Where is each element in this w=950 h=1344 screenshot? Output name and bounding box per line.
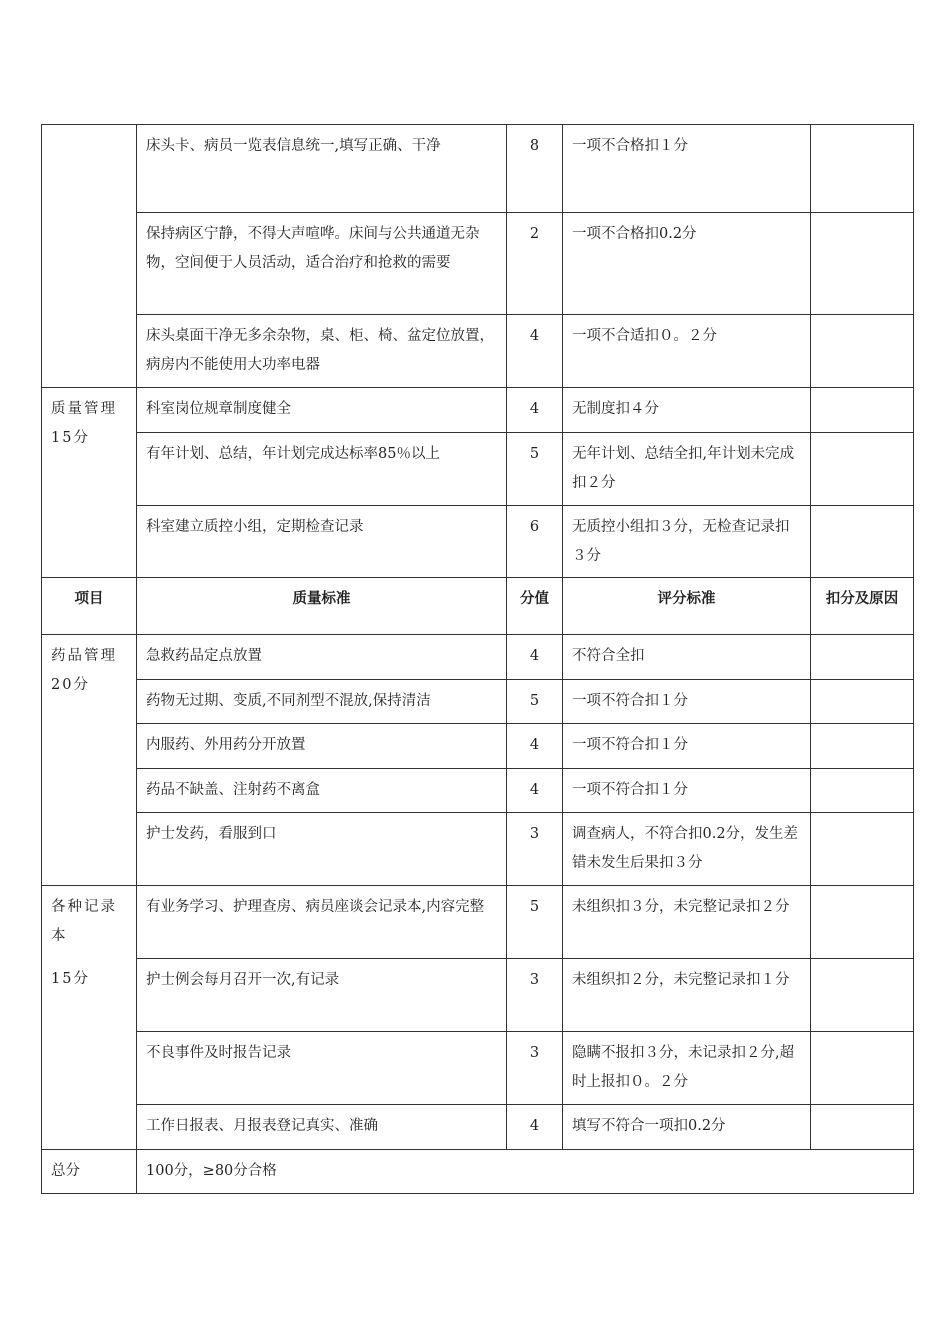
score-cell: 2: [507, 213, 563, 315]
deduct-cell[interactable]: [811, 1032, 914, 1105]
item-records-label: 各种记录本: [51, 899, 117, 944]
standard-cell: 不良事件及时报告记录: [137, 1032, 507, 1105]
table-header-row: [42, 578, 914, 635]
deduct-cell[interactable]: [811, 506, 914, 578]
score-cell: 4: [507, 1105, 563, 1150]
item-drug-management: 药品管理20分: [42, 635, 137, 886]
score-cell: 4: [507, 388, 563, 433]
rule-cell: 一项不符合扣１分: [563, 680, 811, 724]
table-row: [42, 1105, 914, 1150]
quality-standards-table: [41, 124, 914, 1194]
deduct-cell[interactable]: [811, 213, 914, 315]
standard-cell: 床头桌面干净无多余杂物，桌、柜、椅、盆定位放置，病房内不能使用大功率电器: [137, 315, 507, 388]
rule-cell: 一项不合格扣１分: [563, 125, 811, 213]
table-row: [42, 635, 914, 680]
header-item: 项目: [42, 578, 137, 635]
standard-cell: 药品不缺盖、注射药不离盒: [137, 769, 507, 813]
table-row: [42, 433, 914, 506]
table-row: [42, 506, 914, 578]
standard-cell: 科室岗位规章制度健全: [137, 388, 507, 433]
header-score: 分值: [507, 578, 563, 635]
score-cell: 4: [507, 769, 563, 813]
deduct-cell[interactable]: [811, 125, 914, 213]
standard-cell: 内服药、外用药分开放置: [137, 724, 507, 769]
table-row: [42, 125, 914, 213]
deduct-cell[interactable]: [811, 769, 914, 813]
standard-cell: 药物无过期、变质,不同剂型不混放,保持清洁: [137, 680, 507, 724]
standard-cell: 工作日报表、月报表登记真实、准确: [137, 1105, 507, 1150]
deduct-cell[interactable]: [811, 813, 914, 886]
deduct-cell[interactable]: [811, 680, 914, 724]
rule-cell: 未组织扣２分，未完整记录扣１分: [563, 959, 811, 1032]
standard-cell: 床头卡、病员一览表信息统一,填写正确、干净: [137, 125, 507, 213]
deduct-cell[interactable]: [811, 315, 914, 388]
header-deduct: 扣分及原因: [811, 578, 914, 635]
standard-cell: 保持病区宁静，不得大声喧哗。床间与公共通道无杂物，空间便于人员活动，适合治疗和抢救的需要: [137, 213, 507, 315]
score-cell: 4: [507, 315, 563, 388]
table-row: [42, 315, 914, 388]
item-cell-empty: [42, 125, 137, 388]
score-cell: 5: [507, 680, 563, 724]
score-cell: 3: [507, 1032, 563, 1105]
deduct-cell[interactable]: [811, 724, 914, 769]
table-row: [42, 813, 914, 886]
score-cell: 5: [507, 886, 563, 959]
total-label: 总分: [42, 1150, 137, 1194]
header-rule: 评分标准: [563, 578, 811, 635]
standard-cell: 急救药品定点放置: [137, 635, 507, 680]
deduct-cell[interactable]: [811, 1105, 914, 1150]
deduct-cell[interactable]: [811, 433, 914, 506]
rule-cell: 填写不符合一项扣0.2分: [563, 1105, 811, 1150]
deduct-cell[interactable]: [811, 959, 914, 1032]
rule-cell: 未组织扣３分，未完整记录扣２分: [563, 886, 811, 959]
standard-cell: 有业务学习、护理查房、病员座谈会记录本,内容完整: [137, 886, 507, 959]
standard-cell: 有年计划、总结，年计划完成达标率85％以上: [137, 433, 507, 506]
table-row: [42, 680, 914, 724]
item-records-points: 15分: [51, 971, 90, 987]
standard-cell: 护士发药，看服到口: [137, 813, 507, 886]
score-cell: 4: [507, 635, 563, 680]
rule-cell: 一项不符合扣１分: [563, 769, 811, 813]
table-row: [42, 1032, 914, 1105]
score-cell: 4: [507, 724, 563, 769]
score-cell: 3: [507, 813, 563, 886]
total-row: [42, 1150, 914, 1194]
deduct-cell[interactable]: [811, 635, 914, 680]
rule-cell: 隐瞒不报扣３分，未记录扣２分,超时上报扣０。２分: [563, 1032, 811, 1105]
item-quality-management: 质量管理15分: [42, 388, 137, 578]
table-row: [42, 769, 914, 813]
total-text: 100分，≥80分合格: [137, 1150, 914, 1194]
rule-cell: 调查病人，不符合扣0.2分，发生差错未发生后果扣３分: [563, 813, 811, 886]
rule-cell: 无年计划、总结全扣,年计划未完成扣２分: [563, 433, 811, 506]
standard-cell: 科室建立质控小组，定期检查记录: [137, 506, 507, 578]
table-row: [42, 388, 914, 433]
score-cell: 3: [507, 959, 563, 1032]
deduct-cell[interactable]: [811, 886, 914, 959]
rule-cell: 一项不符合扣１分: [563, 724, 811, 769]
score-cell: 8: [507, 125, 563, 213]
deduct-cell[interactable]: [811, 388, 914, 433]
rule-cell: 无质控小组扣３分，无检查记录扣３分: [563, 506, 811, 578]
header-standard: 质量标准: [137, 578, 507, 635]
rule-cell: 无制度扣４分: [563, 388, 811, 433]
rule-cell: 不符合全扣: [563, 635, 811, 680]
rule-cell: 一项不合格扣0.2分: [563, 213, 811, 315]
rule-cell: 一项不合适扣０。２分: [563, 315, 811, 388]
score-cell: 6: [507, 506, 563, 578]
item-records: [42, 886, 137, 1150]
standard-cell: 护士例会每月召开一次,有记录: [137, 959, 507, 1032]
table-row: [42, 213, 914, 315]
score-cell: 5: [507, 433, 563, 506]
table-row: [42, 724, 914, 769]
table-row: [42, 886, 914, 959]
table-row: [42, 959, 914, 1032]
